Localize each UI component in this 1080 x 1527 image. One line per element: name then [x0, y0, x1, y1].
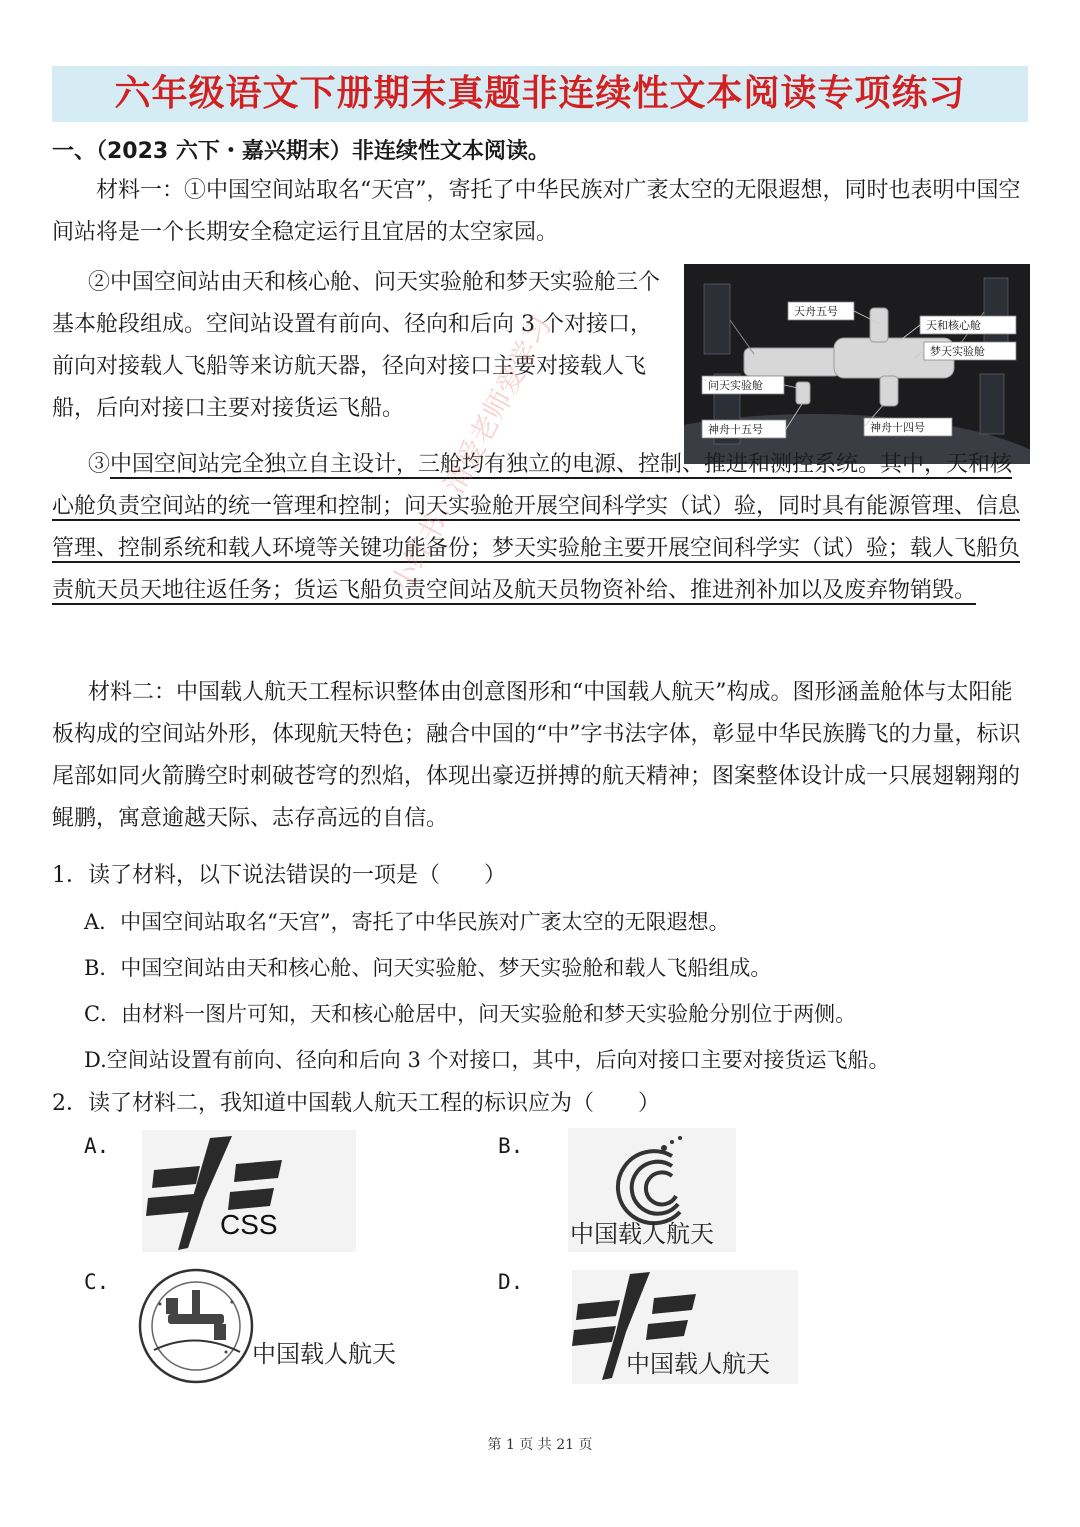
space-station-figure	[684, 264, 1030, 464]
logo-d-text: 中国载人航天	[626, 1350, 770, 1378]
section-heading: 一、（2023 六下・嘉兴期末）非连续性文本阅读。	[52, 139, 550, 164]
crescent-arc-emblem-icon	[568, 1128, 736, 1252]
question-1-stem: 1．读了材料，以下说法错误的一项是（ ）	[52, 863, 506, 888]
q2-option-a-logo[interactable]	[142, 1130, 356, 1252]
watermark-text: 小红书：清爱老师爱学习	[384, 310, 559, 598]
material2-paragraph: 材料二：中国载人航天工程标识整体由创意图形和“中国载人航天”构成。图形涵盖舱体与太阳能板构成的空间站外形，体现航天特色；融合中国的“中”字书法字体，彰显中华民族腾飞的力量，标识尾部如同火箭腾空时刺破苍穹的烈焰，体现出豪迈拼搏的航天精神；图案整体设计成一只展翅翱翔的鲲鹏，寓意逾越天际、志存高远的自信。	[52, 680, 1021, 831]
q1-option-c[interactable]: C．由材料一图片可知，天和核心舱居中，问天实验舱和梦天实验舱分别位于两侧。	[84, 1002, 857, 1026]
label-wentian: 问天实验舱	[708, 379, 763, 392]
q2-option-c-letter[interactable]: C.	[84, 1270, 110, 1294]
label-mengtian: 梦天实验舱	[930, 345, 985, 358]
q2-option-b-letter[interactable]: B.	[498, 1134, 524, 1158]
label-tianhe: 天和核心舱	[926, 319, 981, 332]
circular-station-emblem-icon	[136, 1264, 416, 1388]
space-station-illustration	[684, 264, 1030, 464]
q1-option-d[interactable]: D.空间站设置有前向、径向和后向 3 个对接口，其中，后向对接口主要对接货运飞船。	[84, 1048, 890, 1072]
logo-c-text: 中国载人航天	[252, 1340, 396, 1368]
q1-option-b[interactable]: B．中国空间站由天和核心舱、问天实验舱、梦天实验舱和载人飞船组成。	[84, 956, 772, 980]
material1-p3	[52, 444, 1028, 612]
page-footer: 第 1 页 共 21 页	[487, 1437, 593, 1453]
material1-p3-underlined: 中国空间站完全独立自主设计，三舱均有独立的电源、控制、推进和测控系统。其中，天和核心舱负责空间站的统一管理和控制；问天实验舱开展空间科学实（试）验，同时具有能源管理、信息管理、控制系统和载人环境等关键功能备份；梦天实验舱主要开展空间科学实（试）验；载人飞船负责航天员天地往返任务；货运飞船负责空间站及航天员物资补给、推进剂补加以及废弃物销毁。	[52, 452, 1021, 603]
label-shenzhou15: 神舟十五号	[708, 423, 763, 436]
q2-option-d-letter[interactable]: D.	[498, 1270, 524, 1294]
q1-option-a[interactable]: A．中国空间站取名“天宫”，寄托了中华民族对广袤太空的无限遐想。	[84, 910, 730, 934]
cmsa-emblem-chinese-icon	[572, 1270, 798, 1384]
q2-option-c-logo[interactable]	[136, 1264, 416, 1388]
material1-p2: ②中国空间站由天和核心舱、问天实验舱和梦天实验舱三个基本舱段组成。空间站设置有前向、径向和后向 3 个对接口，前向对接载人飞船等来访航天器，径向对接口主要对接载人飞船，后向对接口主要对接货运飞船。	[52, 270, 661, 421]
label-shenzhou14: 神舟十四号	[870, 421, 925, 434]
page-title: 六年级语文下册期末真题非连续性文本阅读专项练习	[52, 66, 1028, 122]
q2-option-d-logo[interactable]	[572, 1270, 798, 1384]
logo-a-text: CSS	[220, 1209, 278, 1240]
question-2-stem: 2．读了材料二，我知道中国载人航天工程的标识应为（ ）	[52, 1091, 660, 1116]
material1-p1: 材料一：①中国空间站取名“天宫”，寄托了中华民族对广袤太空的无限遐想，同时也表明中国空间站将是一个长期安全稳定运行且宜居的太空家园。	[52, 178, 1021, 245]
material1-p3-prefix: ③	[88, 452, 111, 477]
logo-b-text: 中国载人航天	[570, 1220, 714, 1248]
cmsa-emblem-css-icon	[142, 1130, 356, 1252]
q2-option-a-letter[interactable]: A.	[84, 1134, 110, 1158]
q2-option-b-logo[interactable]	[568, 1128, 736, 1252]
label-shenzhou5: 天舟五号	[794, 305, 838, 318]
